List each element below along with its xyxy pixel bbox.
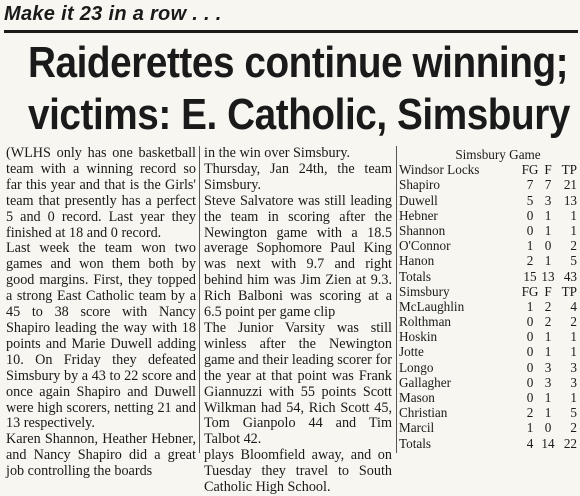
total-points: 2 <box>570 238 577 254</box>
player-name: Hebner <box>399 207 438 223</box>
free-throws: 13 <box>541 268 555 284</box>
team-name: Windsor Locks <box>399 162 480 178</box>
total-points: 1 <box>570 390 577 406</box>
table-row <box>399 299 577 314</box>
player-name: Hoskin <box>399 329 438 345</box>
field-goals: 0 <box>526 222 534 238</box>
player-name: Shapiro <box>399 177 441 193</box>
table-row <box>399 360 577 375</box>
total-points: 1 <box>570 344 577 360</box>
team-header-row <box>399 162 577 177</box>
free-throws: 0 <box>544 238 552 254</box>
table-row <box>399 436 577 451</box>
total-points: 2 <box>570 420 577 436</box>
field-goals: 7 <box>526 177 534 193</box>
total-points: 3 <box>570 374 577 390</box>
article-paragraph: Thursday, Jan 24th, the team Simsbury. <box>204 160 392 193</box>
total-points: 43 <box>563 268 577 284</box>
player-name: Totals <box>399 268 432 284</box>
field-goals: 0 <box>526 344 534 360</box>
player-name: Marcil <box>399 420 435 436</box>
player-name: Rolthman <box>399 314 452 330</box>
free-throws: 1 <box>544 222 552 238</box>
article-paragraph: Last week the team won two games and won them both by good margins. First, they topped a strong East Catholic team by a 45 to 38 score with Nancy Shapiro leading the way with 18 points and Marie Duwell adding 10. On Friday they defeated Simsbury by a 43 to 22 score and once again Shapiro and Duwell were high scorers, netting 21 and 13 respectively. <box>6 240 196 432</box>
free-throws: 1 <box>544 329 552 345</box>
total-points: 4 <box>570 298 577 314</box>
article-column-1 <box>6 146 196 480</box>
free-throws: 1 <box>544 405 552 421</box>
article-paragraph: (WLHS only has one basketball team with a winning record so far this year and that is the Girls' team that presently has a perfect 5 and 0 record. Last year they finished at 18 and 0 record. <box>6 145 196 241</box>
free-throws: 7 <box>544 177 552 193</box>
player-name: O'Connor <box>399 238 451 254</box>
player-name: Duwell <box>399 192 438 208</box>
total-points: 1 <box>570 222 577 238</box>
table-row <box>399 375 577 390</box>
free-throws: 14 <box>541 435 555 451</box>
field-goals: 0 <box>526 374 534 390</box>
table-row <box>399 329 577 344</box>
table-row <box>399 405 577 420</box>
field-goals: 2 <box>526 253 534 269</box>
free-throws: 2 <box>544 314 552 330</box>
table-row <box>399 208 577 223</box>
total-points: 1 <box>570 207 577 223</box>
article-column-2 <box>204 146 392 496</box>
table-row <box>399 238 577 253</box>
headline-line-1: Raiderettes continue winning; <box>28 38 569 87</box>
player-name: Gallagher <box>399 374 451 390</box>
player-name: Mason <box>399 390 435 406</box>
free-throws: 3 <box>544 374 552 390</box>
box-score-tables <box>399 162 577 451</box>
column-header: TP <box>561 162 577 178</box>
table-row <box>399 344 577 359</box>
box-score <box>399 147 577 451</box>
table-row <box>399 390 577 405</box>
table-row <box>399 177 577 192</box>
total-points: 3 <box>570 359 577 375</box>
field-goals: 0 <box>526 390 534 406</box>
player-name: Shannon <box>399 222 446 238</box>
free-throws: 1 <box>544 253 552 269</box>
team-header-row <box>399 284 577 299</box>
free-throws: 0 <box>544 420 552 436</box>
table-row <box>399 269 577 284</box>
article-paragraph: The Junior Varsity was still winless after the Newington game and their leading scorer for the year at that point was Frank Giannuzzi with 55 points Scott Wilkman had 54, Rich Scott 45, Tom Gianpolo 44 and Tim Talbot 42. <box>204 319 392 448</box>
kicker: Make it 23 in a row . . . <box>4 3 222 25</box>
field-goals: 4 <box>526 435 534 451</box>
column-header: FG <box>521 283 539 299</box>
column-header: F <box>544 162 552 178</box>
field-goals: 0 <box>526 207 534 223</box>
column-divider <box>396 146 397 453</box>
total-points: 2 <box>570 314 577 330</box>
table-row <box>399 314 577 329</box>
total-points: 5 <box>570 405 577 421</box>
player-name: Christian <box>399 405 448 421</box>
total-points: 13 <box>563 192 577 208</box>
total-points: 5 <box>570 253 577 269</box>
total-points: 1 <box>570 329 577 345</box>
player-name: McLaughlin <box>399 298 465 314</box>
field-goals: 1 <box>526 420 534 436</box>
free-throws: 1 <box>544 207 552 223</box>
column-header: TP <box>561 283 577 299</box>
column-divider <box>199 146 200 453</box>
free-throws: 1 <box>544 390 552 406</box>
table-row <box>399 253 577 268</box>
article-paragraph: in the win over Simsbury. <box>204 145 351 161</box>
headline-line-2: victims: E. Catholic, Simsbury <box>28 90 570 139</box>
kicker-rule <box>4 30 578 33</box>
total-points: 22 <box>563 435 577 451</box>
total-points: 21 <box>563 177 577 193</box>
free-throws: 3 <box>544 192 552 208</box>
team-name: Simsbury <box>399 283 450 299</box>
free-throws: 3 <box>544 359 552 375</box>
article-paragraph: Karen Shannon, Heather Hebner, and Nancy Shapiro did a great job controlling the boards <box>6 431 196 480</box>
column-header: FG <box>521 162 539 178</box>
field-goals: 0 <box>526 329 534 345</box>
player-name: Hanon <box>399 253 435 269</box>
column-header: F <box>544 283 552 299</box>
field-goals: 1 <box>526 238 534 254</box>
table-row <box>399 420 577 435</box>
table-row <box>399 223 577 238</box>
field-goals: 0 <box>526 314 534 330</box>
article-paragraph: Steve Salvatore was still leading the team in scoring after the Newington game with a 18.5 average Sophomore Paul King was next with 9.7 and right behind him was Jim Zien at 9.3. Rich Balboni was scoring at a 6.5 point per game clip <box>204 192 392 321</box>
field-goals: 15 <box>523 268 537 284</box>
table-row <box>399 193 577 208</box>
field-goals: 5 <box>526 192 534 208</box>
field-goals: 1 <box>526 298 534 314</box>
free-throws: 2 <box>544 298 552 314</box>
free-throws: 1 <box>544 344 552 360</box>
field-goals: 0 <box>526 359 534 375</box>
article-paragraph: plays Bloomfield away, and on Tuesday they travel to South Catholic High School. <box>204 447 392 496</box>
box-score-title: Simsbury Game <box>455 147 541 162</box>
player-name: Totals <box>399 435 432 451</box>
player-name: Jotte <box>399 344 424 360</box>
player-name: Longo <box>399 359 434 375</box>
field-goals: 2 <box>526 405 534 421</box>
